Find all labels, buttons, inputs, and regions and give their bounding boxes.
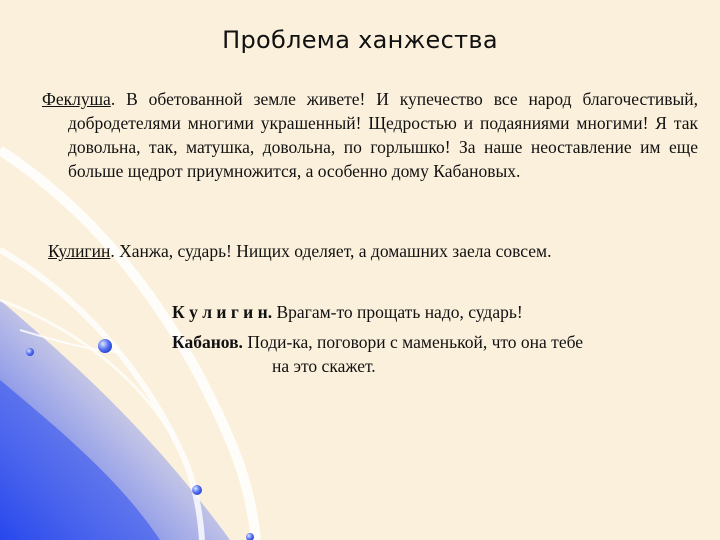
kabanov-text-line-2: на это скажет.: [272, 356, 376, 376]
speaker-feklusha: Феклуша: [42, 89, 111, 109]
kabanov-text-line-1: Поди-ка, поговори с маменькой, что она тебе: [242, 332, 584, 352]
slide-title: Проблема ханжества: [222, 26, 498, 54]
speaker-kabanov: Кабанов.: [172, 332, 243, 352]
speaker-kuligin-spaced: К у л и г и н.: [172, 302, 273, 322]
decor-dot: [26, 348, 34, 356]
kuligin-paragraph-1: [48, 239, 688, 263]
feklusha-text: . В обетованной земле живете! И купечество все народ благочестивый, добродетелями многими украшенный! Щедростью и подаяниями многими! Я так довольна, так, матушка, довольна, по горлышко! За наше неоставление им еще больше щедрот приумножится, а особенно дому Кабановых.: [68, 89, 698, 181]
kuligin-paragraph-2: [172, 300, 692, 324]
feklusha-paragraph: [42, 87, 698, 183]
kuligin-text-2: Врагам-то прощать надо, сударь!: [272, 302, 523, 322]
speaker-kuligin: Кулигин: [48, 241, 111, 261]
decor-dot: [192, 485, 202, 495]
kuligin-text-1: . Ханжа, сударь! Нищих оделяет, а домашних заела совсем.: [110, 241, 552, 261]
decor-dot: [98, 339, 112, 353]
kabanov-paragraph: [172, 330, 692, 378]
